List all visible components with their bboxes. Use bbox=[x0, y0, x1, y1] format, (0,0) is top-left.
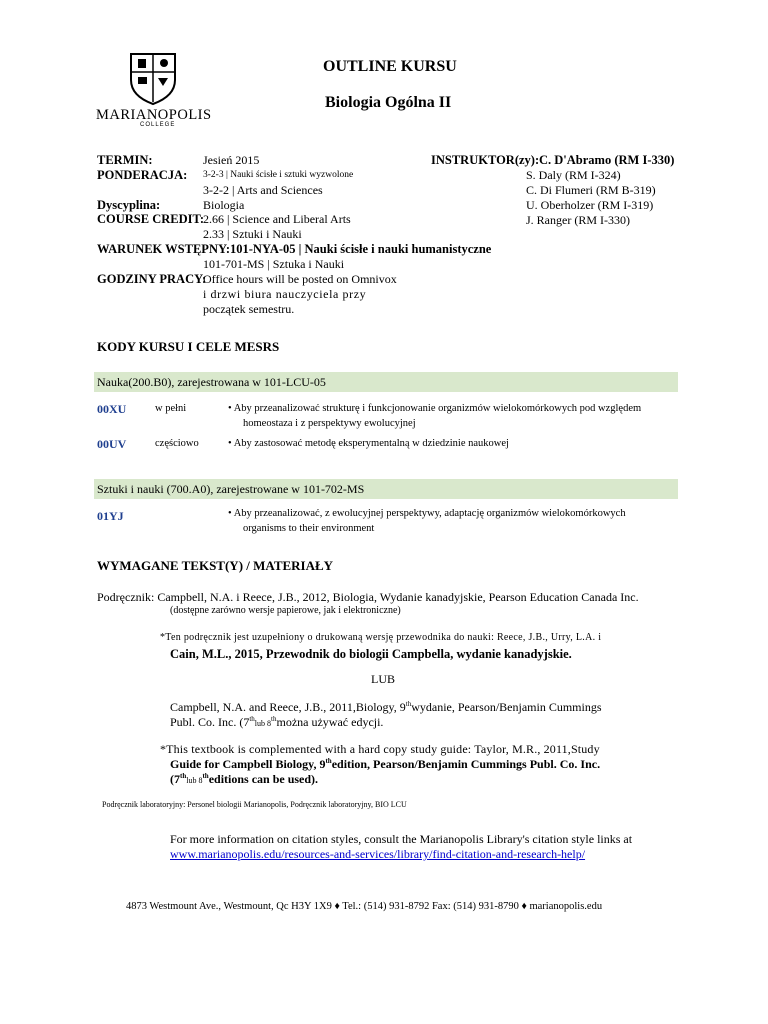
instructor-label: INSTRUKTOR(zy): bbox=[431, 153, 540, 167]
superscript: th bbox=[180, 772, 187, 780]
discipline-value: Biologia bbox=[203, 198, 245, 212]
instructor-primary: C. D'Abramo (RM I-330) bbox=[539, 153, 675, 167]
superscript: th bbox=[249, 715, 255, 723]
alt-textbook-text: Campbell, N.A. and Reece, J.B., 2011,Biology, 9 bbox=[170, 700, 406, 714]
study-guide-text: Guide for Campbell Biology, 9 bbox=[170, 757, 326, 771]
logo-text: MARIANOPOLIS bbox=[96, 107, 212, 123]
course-credit-value-2: 2.33 | Sztuki i Nauki bbox=[203, 227, 302, 241]
competency-code: 01YJ bbox=[97, 509, 124, 523]
program-band-science-text: Nauka(200.B0), zarejestrowana w 101-LCU-05 bbox=[97, 375, 326, 389]
course-credit-value: 2.66 | Science and Liberal Arts bbox=[203, 212, 351, 226]
logo-subtext: COLLEGE bbox=[140, 122, 176, 128]
citation-link[interactable]: www.marianopolis.edu/resources-and-services/library/find-citation-and-research-help/ bbox=[170, 847, 586, 861]
superscript: th bbox=[405, 700, 412, 708]
ponderacja-value-2: 3-2-2 | Arts and Sciences bbox=[203, 183, 323, 197]
competency-text-cont: organisms to their environment bbox=[243, 523, 375, 534]
or-separator: LUB bbox=[371, 672, 395, 686]
study-guide-title: Cain, M.L., 2015, Przewodnik do biologii Campbella, wydanie kanadyjskie. bbox=[170, 647, 572, 661]
textbook-line: Podręcznik: Campbell, N.A. i Reece, J.B., 2012, Biologia, Wydanie kanadyjskie, Pearson Education Canada Inc. bbox=[97, 590, 639, 604]
alt-textbook-text: Publ. Co. Inc. (7 bbox=[170, 715, 250, 729]
competency-text: • Aby zastosować metodę eksperymentalną w dziedzinie naukowej bbox=[228, 438, 509, 449]
study-guide-alt-line: *This textbook is complemented with a hard copy study guide: Taylor, M.R., 2011,Study bbox=[160, 742, 600, 756]
citation-info: For more information on citation styles, consult the Marianopolis Library's citation style links at bbox=[170, 832, 633, 846]
study-guide-alt-title bbox=[170, 757, 600, 772]
superscript: th bbox=[271, 715, 277, 723]
instructor-item: S. Daly (RM I-324) bbox=[526, 168, 621, 182]
office-hours-label: GODZINY PRACY: bbox=[97, 272, 207, 286]
alt-textbook-line bbox=[170, 700, 602, 715]
footer-address: 4873 Westmount Ave., Westmount, Qc H3Y 1X9 ♦ Tel.: (514) 931-8792 Fax: (514) 931-8790 ♦ marianopolis.edu bbox=[126, 901, 603, 912]
study-guide-text: lub bbox=[186, 776, 197, 785]
alt-textbook-line-2 bbox=[170, 715, 383, 730]
textbook-note: (dostępne zarówno wersje papierowe, jak i elektroniczne) bbox=[170, 605, 401, 616]
superscript: th bbox=[325, 757, 332, 765]
competency-text-cont: homeostaza i z perspektywy ewolucyjnej bbox=[243, 418, 416, 429]
alt-textbook-text: lub bbox=[254, 719, 266, 728]
term-label: TERMIN: bbox=[97, 153, 153, 167]
term-value: Jesień 2015 bbox=[203, 153, 260, 167]
office-hours-line-3: początek semestru. bbox=[203, 302, 295, 316]
page-title: OUTLINE KURSU bbox=[323, 58, 457, 75]
competency-code: 00XU bbox=[97, 402, 127, 416]
office-hours-line-2: i drzwi biura nauczyciela przy bbox=[203, 287, 367, 301]
competency-text: • Aby przeanalizować, z ewolucyjnej perspektywy, adaptację organizmów wielokomórkowych bbox=[228, 508, 626, 519]
codes-section-title: KODY KURSU I CELE MESRS bbox=[97, 339, 280, 354]
competency-level: częściowo bbox=[155, 438, 199, 449]
prerequisite-value-2: 101-701-MS | Sztuka i Nauki bbox=[203, 257, 345, 271]
study-guide-text: editions can be used). bbox=[208, 772, 319, 786]
course-credit-label: COURSE CREDIT: bbox=[97, 212, 205, 226]
study-guide-text: (7 bbox=[170, 772, 180, 786]
instructor-item: C. Di Flumeri (RM B-319) bbox=[526, 183, 656, 197]
discipline-label: Dyscyplina: bbox=[97, 198, 161, 212]
lab-manual-line: Podręcznik laboratoryjny: Personel biologii Marianopolis, Podręcznik laboratoryjny, BIO LCU bbox=[102, 800, 407, 809]
ponderacja-label: PONDERACJA: bbox=[97, 168, 188, 182]
study-guide-note: *Ten podręcznik jest uzupełniony o drukowaną wersję przewodnika do nauki: Reece, J.B., Urry, L.A. i bbox=[160, 632, 602, 643]
competency-level: w pełni bbox=[155, 403, 187, 414]
program-band-arts bbox=[94, 479, 678, 499]
prerequisite-label: WARUNEK WSTĘPNY: bbox=[97, 242, 231, 256]
program-band-science bbox=[94, 372, 678, 392]
college-logo bbox=[94, 50, 212, 130]
instructor-item: U. Oberholzer (RM I-319) bbox=[526, 198, 654, 212]
study-guide-text: 8 bbox=[196, 776, 203, 785]
alt-textbook-text: 8 bbox=[265, 719, 272, 728]
alt-textbook-text: wydanie, Pearson/Benjamin Cummings bbox=[411, 700, 602, 714]
alt-textbook-text: można używać edycji. bbox=[276, 715, 384, 729]
materials-section-title: WYMAGANE TEKST(Y) / MATERIAŁY bbox=[97, 558, 334, 573]
office-hours-line-1: Office hours will be posted on Omnivox bbox=[203, 272, 397, 286]
study-guide-alt-editions bbox=[170, 772, 318, 787]
competency-text: • Aby przeanalizować strukturę i funkcjonowanie organizmów wielokomórkowych pod względem bbox=[228, 403, 642, 414]
program-band-arts-text: Sztuki i nauki (700.A0), zarejestrowane w 101-702-MS bbox=[97, 482, 365, 496]
superscript: th bbox=[202, 772, 209, 780]
study-guide-text: edition, Pearson/Benjamin Cummings Publ. Co. Inc. bbox=[331, 757, 601, 771]
ponderacja-value: 3-2-3 | Nauki ścisłe i sztuki wyzwolone bbox=[203, 170, 354, 180]
competency-code: 00UV bbox=[97, 437, 127, 451]
prerequisite-value: 101-NYA-05 | Nauki ścisłe i nauki humanistyczne bbox=[230, 242, 492, 256]
instructor-item: J. Ranger (RM I-330) bbox=[526, 213, 630, 227]
course-title: Biologia Ogólna II bbox=[325, 94, 452, 111]
